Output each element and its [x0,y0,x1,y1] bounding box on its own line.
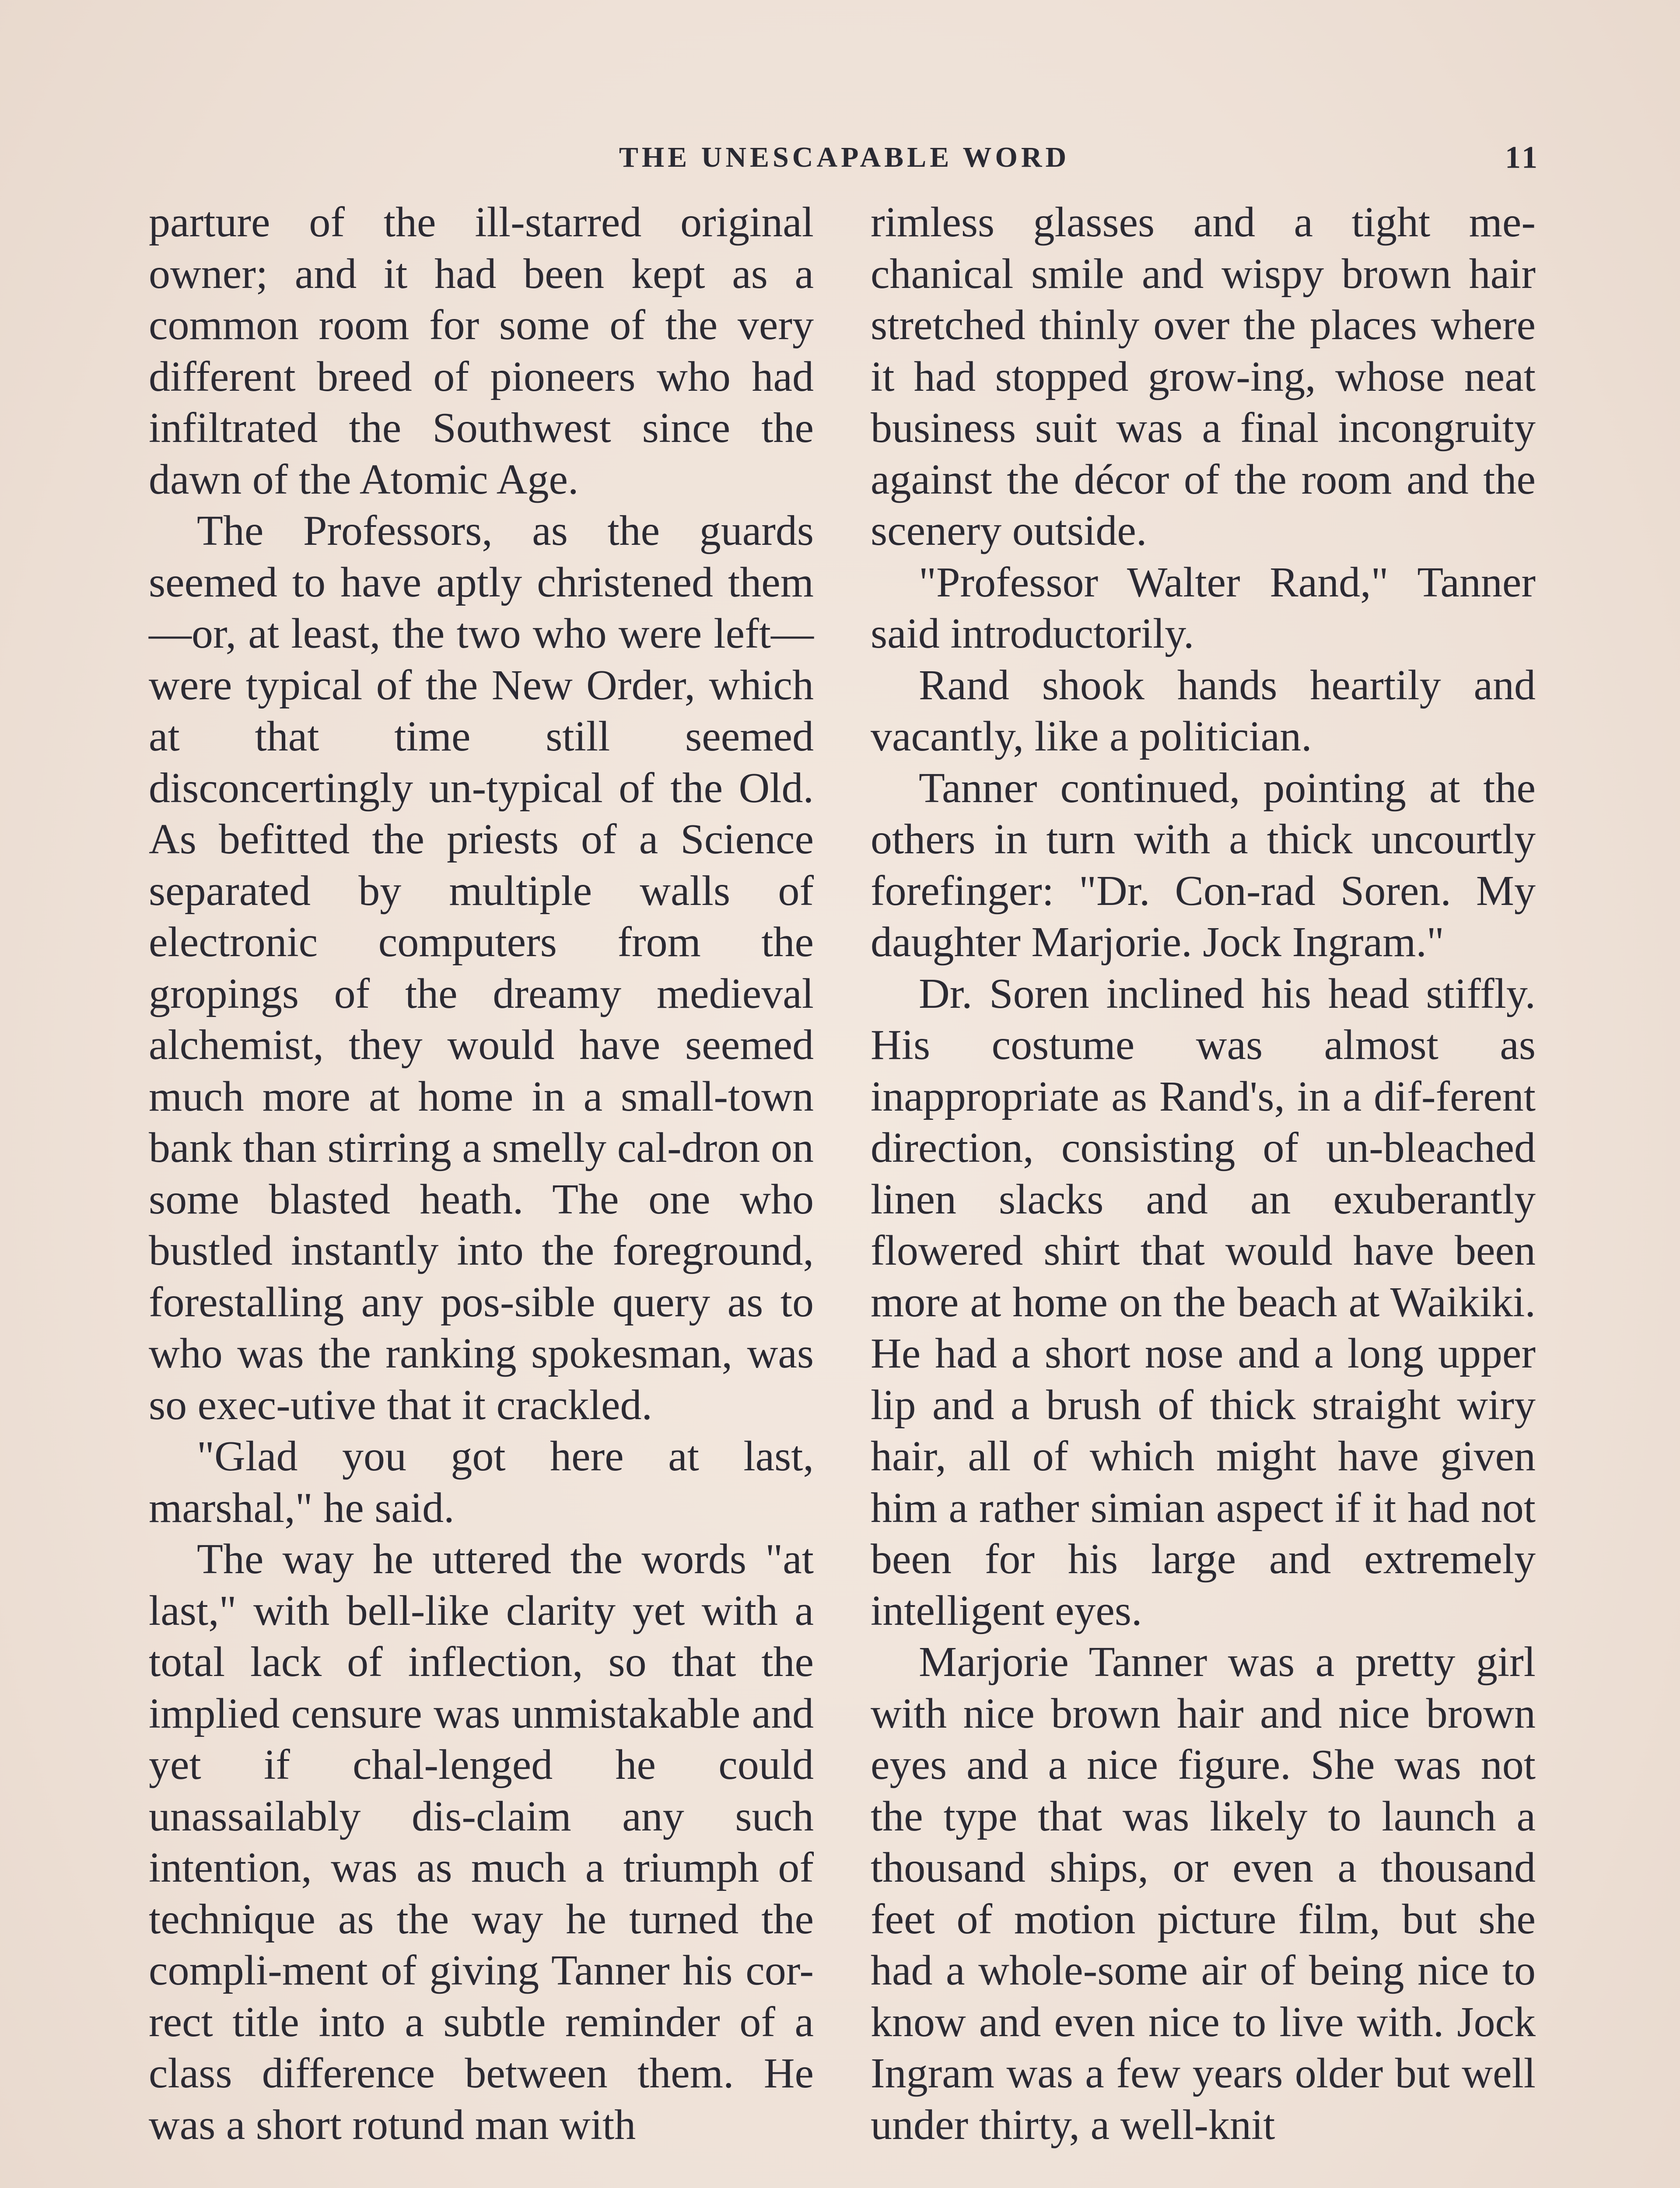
running-header [149,131,1540,184]
paragraph: Marjorie Tanner was a pretty girl with nice brown hair and nice brown eyes and a nice figure. She was not the type that was likely to launch a thousand ships, or even a thousand feet of motion picture film, but she had a whole-some air of being nice to know and even nice to live with. Jock Ingram was a few years older but well under thirty, a well-knit [871,1638,1536,2149]
right-text-column [871,197,1536,2151]
left-text-column [149,197,814,2151]
running-title: THE UNESCAPABLE WORD [619,141,1070,173]
paragraph: parture of the ill-starred original owner; and it had been kept as a common room for some of the very different breed of pioneers who had infiltrated the Southwest since the dawn of the Atomic Age. [149,199,814,503]
paragraph: Tanner continued, pointing at the others in turn with a thick uncourtly forefinger: "Dr. Con-rad Soren. My daughter Marjorie. Jock Ingram." [871,764,1536,966]
paragraph: rimless glasses and a tight me-chanical smile and wispy brown hair stretched thinly over the places where it had stopped grow-ing, whose neat business suit was a final incongruity against the décor of the room and the scenery outside. [871,199,1536,554]
paragraph: The way he uttered the words "at last," with bell-like clarity yet with a total lack of inflection, so that the implied censure was unmistakable and yet if chal-lenged he could unassailably dis-claim any such intention, was as much a triumph of technique as the way he turned the compli-ment of giving Tanner his cor-rect title into a subtle reminder of a class difference between them. He was a short rotund man with [149,1536,814,2149]
page-number: 11 [1505,140,1540,175]
paragraph: Dr. Soren inclined his head stiffly. His costume was almost as inappropriate as Rand's, in a dif-ferent direction, consisting of un-bleached linen slacks and an exuberantly flowered shirt that would have been more at home on the beach at Waikiki. He had a short nose and a long upper lip and a brush of thick straight wiry hair, all of which might have given him a rather simian aspect if it had not been for his large and extremely intelligent eyes. [871,970,1536,1634]
paragraph: "Professor Walter Rand," Tanner said introductorily. [871,558,1536,657]
paragraph: Rand shook hands heartily and vacantly, like a politician. [871,661,1536,760]
paragraph: "Glad you got here at last, marshal," he said. [149,1433,814,1532]
paragraph: The Professors, as the guards seemed to have aptly christened them—or, at least, the two who were left—were typical of the New Order, which at that time still seemed disconcertingly un-typical of the Old. As befitted the priests of a Science separated by multiple walls of electronic computers from the gropings of the dreamy medieval alchemist, they would have seemed much more at home in a small-town bank than stirring a smelly cal-dron on some blasted heath. The one who bustled instantly into the foreground, forestalling any pos-sible query as to who was the ranking spokesman, was so exec-utive that it crackled. [149,507,814,1429]
